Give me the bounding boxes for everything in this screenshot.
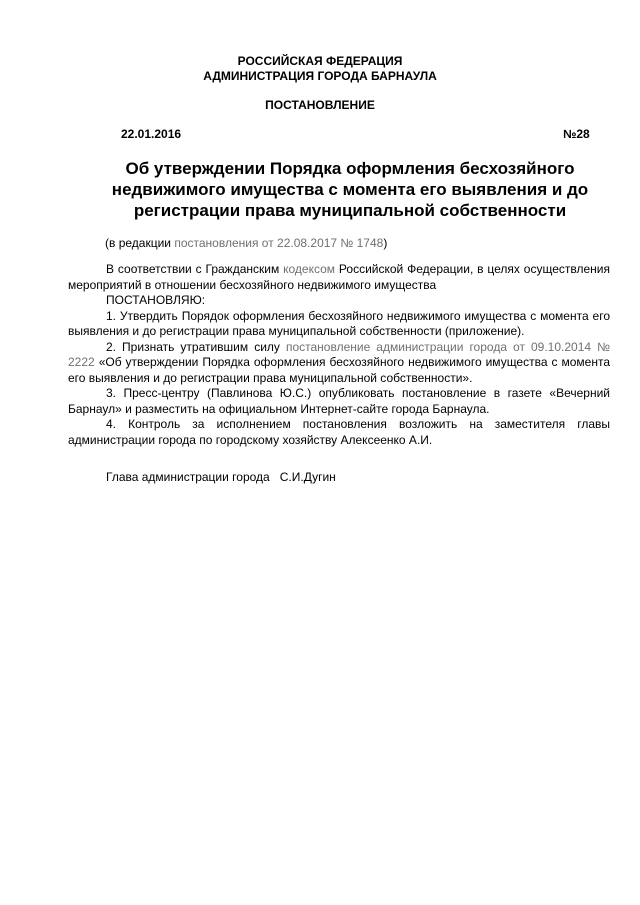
- signature-name: С.И.Дугин: [279, 470, 336, 484]
- header-country: РОССИЙСКАЯ ФЕДЕРАЦИЯ: [237, 54, 403, 68]
- redaction-link[interactable]: постановления от 22.08.2017 № 1748: [174, 236, 384, 250]
- paragraph-item-4: 4. Контроль за исполнением постановления возложить на заместителя главы администрации города по городскому хозяйству Алексеенко А.И.: [68, 417, 610, 447]
- signature-position: Глава администрации города: [106, 470, 270, 484]
- paragraph-item-1: 1. Утвердить Порядок оформления бесхозяйного недвижимого имущества с момента его выявления и до регистрации права муниципальной собственности (приложение).: [68, 308, 610, 338]
- item-2-text-end: «Об утверждении Порядка оформления бесхозяйного недвижимого имущества с момента его выявления и до регистрации права муниципальной собственности».: [68, 355, 610, 385]
- document-number: №28: [563, 127, 590, 141]
- title-line-3: регистрации права муниципальной собственности: [133, 201, 567, 220]
- redaction-suffix: ): [383, 236, 388, 250]
- title-line-1: Об утверждении Порядка оформления бесхозяйного: [125, 159, 575, 178]
- header-administration: АДМИНИСТРАЦИЯ ГОРОДА БАРНАУЛА: [203, 69, 437, 83]
- title-line-2: недвижимого имущества с момента его выявления и до: [111, 180, 589, 199]
- paragraph-resolve: ПОСТАНОВЛЯЮ:: [106, 293, 206, 307]
- civil-code-link[interactable]: кодексом: [283, 262, 336, 276]
- document-title: [70, 158, 630, 221]
- preamble-text-start: В соответствии с Гражданским: [106, 262, 280, 276]
- item-2-text-start: 2. Признать утратившим силу: [106, 339, 280, 354]
- document-date: 22.01.2016: [121, 127, 182, 141]
- paragraph-item-2: [68, 340, 610, 387]
- preamble-text-end: Российской Федерации, в целях осуществления мероприятий в отношении бесхозяйного недвижимого имущества: [68, 262, 610, 292]
- redaction-prefix: (в редакции: [105, 236, 171, 250]
- paragraph-preamble: [68, 262, 610, 293]
- signature-block: [106, 470, 336, 484]
- paragraph-item-3: 3. Пресс-центру (Павлинова Ю.С.) опубликовать постановление в газете «Вечерний Барнаул» и разместить на официальном Интернет-сайте города Барнаула.: [68, 386, 610, 416]
- document-type: ПОСТАНОВЛЕНИЕ: [265, 98, 375, 112]
- redaction-note: [105, 236, 387, 250]
- document-body: [68, 262, 610, 448]
- repealed-resolution-link[interactable]: постановление администрации города от 09.10.2014 № 2222: [68, 339, 610, 369]
